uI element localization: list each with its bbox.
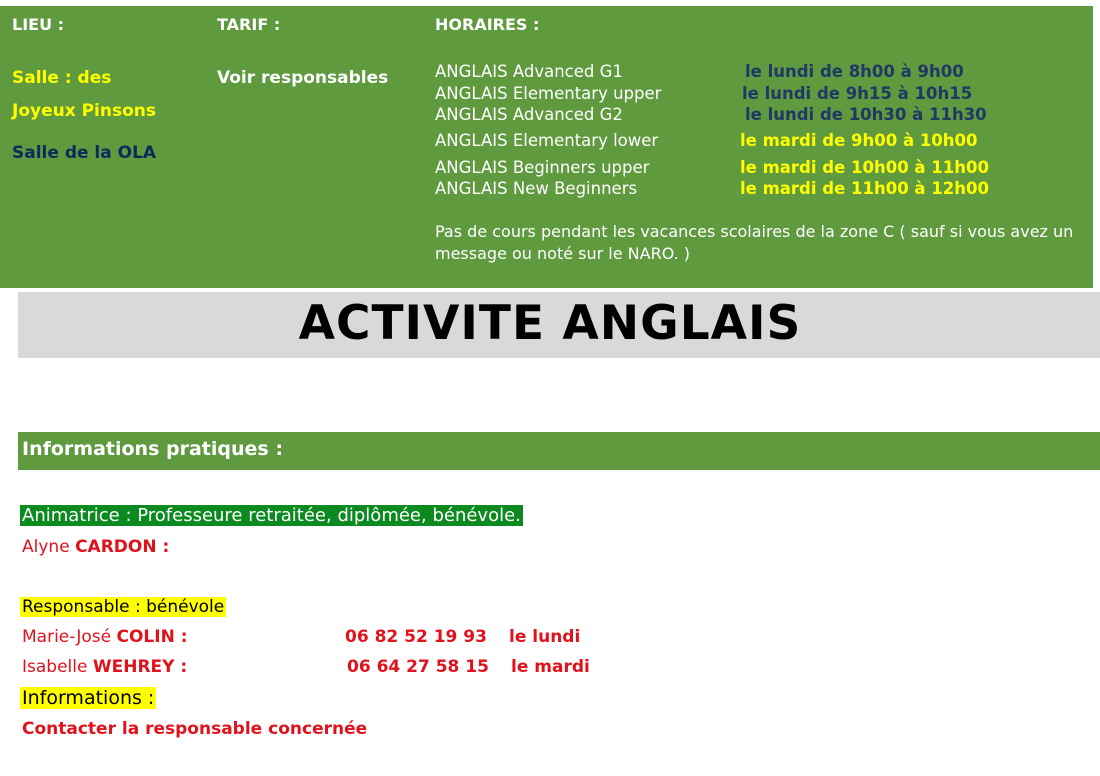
informations-label-row [20,687,156,709]
course-name: ANGLAIS Elementary upper [435,84,662,103]
lieu-line-2: Joyeux Pinsons [12,101,157,121]
tarif-header: TARIF : [217,15,281,34]
contact-instruction: Contacter la responsable concernée [22,719,368,739]
lieu-header: LIEU : [12,15,65,34]
horaires-header: HORAIRES : [435,15,540,34]
responsable-label: Responsable : bénévole [22,597,225,617]
course-schedule: le mardi de 11h00 à 12h00 [740,179,989,198]
animatrice-first-name: Alyne [22,537,76,557]
informations-label: Informations : [22,687,155,709]
course-schedule: le mardi de 9h00 à 10h00 [740,131,978,150]
contact-phone[interactable]: 06 64 27 58 15 [347,657,489,677]
course-name: ANGLAIS Advanced G1 [435,62,623,81]
course-schedule: le lundi de 9h15 à 10h15 [742,84,973,103]
contact-name [22,627,188,647]
course-schedule: le lundi de 8h00 à 9h00 [745,62,964,81]
contact-last-name: WEHREY : [92,657,188,677]
contact-day: le mardi [511,657,590,677]
animatrice-label-row [20,505,523,526]
course-name: ANGLAIS New Beginners [435,179,638,198]
contact-name [22,657,187,677]
tarif-value: Voir responsables [217,68,389,88]
lieu-line-1: Salle : des [12,68,112,88]
contact-day: le lundi [509,627,581,647]
contact-first-name: Isabelle [22,657,93,677]
contact-first-name: Marie-José [22,627,117,647]
animatrice-last-name: CARDON : [75,537,170,557]
course-name: ANGLAIS Advanced G2 [435,105,623,124]
course-name: ANGLAIS Elementary lower [435,131,659,150]
contact-phone[interactable]: 06 82 52 19 93 [345,627,487,647]
holiday-note: Pas de cours pendant les vacances scolaires de la zone C ( sauf si vous avez un message ou noté sur le NARO. ) [435,222,1074,263]
course-schedule: le lundi de 10h30 à 11h30 [745,105,987,124]
contact-last-name: COLIN : [116,627,188,647]
animatrice-label: Animatrice : Professeure retraitée, diplômée, bénévole. [22,505,521,526]
course-schedule: le mardi de 10h00 à 11h00 [740,158,989,177]
animatrice-name [22,537,169,557]
info-heading: Informations pratiques : [22,438,283,460]
lieu-line-3: Salle de la OLA [12,143,157,163]
responsable-label-row [20,597,226,617]
page-title: ACTIVITE ANGLAIS [298,296,802,351]
course-name: ANGLAIS Beginners upper [435,158,650,177]
